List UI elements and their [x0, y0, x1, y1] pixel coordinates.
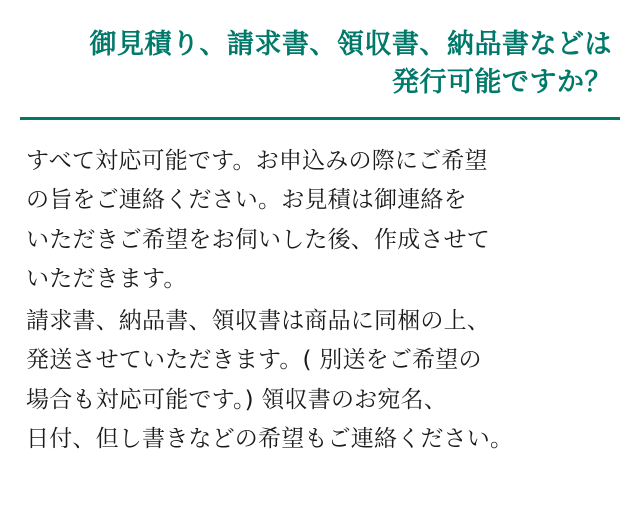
- answer-line: いただきます。: [26, 266, 187, 293]
- page-title-line-2: 発行可能ですか？: [392, 67, 612, 99]
- answer-line: 場合も対応可能です。) 領収書のお宛名、: [26, 386, 447, 413]
- answer-line: すべて対応可能です。お申込みの際にご希望: [26, 147, 488, 174]
- answer-line: 発送させていただきます。( 別送をご希望の: [26, 347, 482, 374]
- answer-line: いただきご希望をお伺いした後、作成させて: [26, 226, 490, 253]
- answer-paragraph-1: [26, 142, 614, 300]
- page-title: [0, 0, 640, 103]
- answer-paragraph-2: [26, 302, 614, 460]
- answer-line: 請求書、納品書、領収書は商品に同梱の上、: [26, 307, 490, 334]
- answer-line: の旨をご連絡ください。お見積は御連絡を: [26, 187, 467, 214]
- page-title-line-1: 御見積り、請求書、領収書、納品書などは: [89, 29, 612, 60]
- answer-line: 日付、但し書きなどの希望もご連絡ください。: [26, 426, 514, 453]
- answer-body: [0, 120, 640, 460]
